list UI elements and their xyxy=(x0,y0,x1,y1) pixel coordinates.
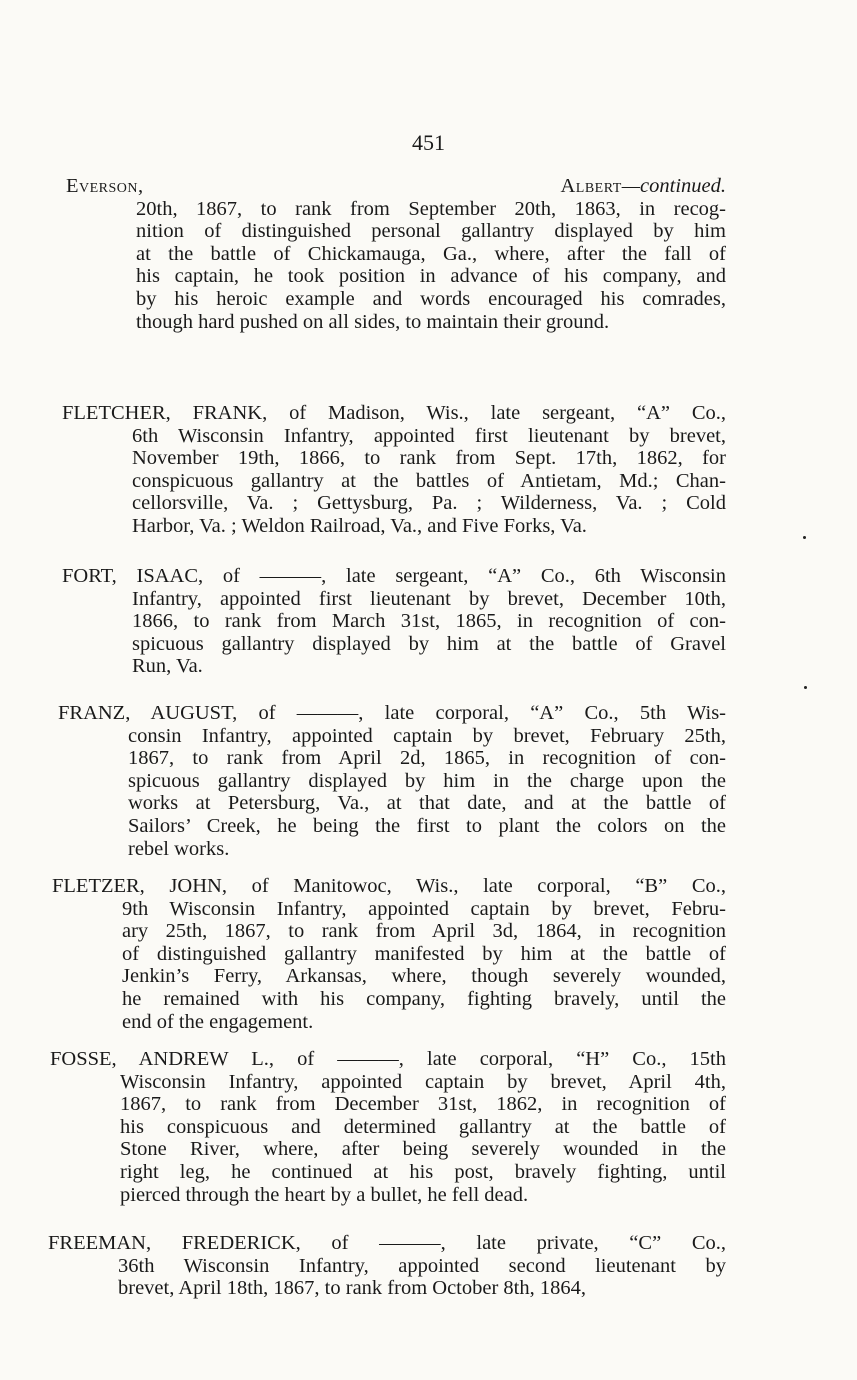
entry-line: consin Infantry, appointed captain by brevet, February 25th, xyxy=(128,724,726,747)
entry-franz-august xyxy=(58,702,726,860)
entry-freeman-frederick xyxy=(48,1232,726,1300)
entry-line: FRANZ, AUGUST, of ———, late corporal, “A” Co., 5th Wis- xyxy=(58,702,726,724)
entry-line: right leg, he continued at his post, bravely fighting, until xyxy=(120,1160,726,1183)
entry-line: though hard pushed on all sides, to maintain their ground. xyxy=(136,310,610,333)
speck-mark xyxy=(804,686,807,689)
entry-line: Infantry, appointed first lieutenant by brevet, December 10th, xyxy=(132,587,726,610)
entry-line: his conspicuous and determined gallantry at the battle of xyxy=(120,1115,726,1138)
entry-line: FLETCHER, FRANK, of Madison, Wis., late sergeant, “A” Co., xyxy=(62,402,726,424)
entry-name: Everson, Albert xyxy=(66,175,622,197)
entry-heading xyxy=(66,175,726,198)
entry-line: he remained with his company, fighting bravely, until the xyxy=(122,987,726,1010)
entry-line: Sailors’ Creek, he being the first to plant the colors on the xyxy=(128,814,726,837)
entry-line: his captain, he took position in advance of his company, and xyxy=(136,265,726,288)
entry-line: by his heroic example and words encouraged his comrades, xyxy=(136,287,726,310)
entry-line: 1867, to rank from April 2d, 1865, in recognition of con- xyxy=(128,747,726,770)
entry-line: 6th Wisconsin Infantry, appointed first lieutenant by brevet, xyxy=(132,424,726,447)
entry-line: pierced through the heart by a bullet, he fell dead. xyxy=(120,1183,529,1206)
entry-line: 9th Wisconsin Infantry, appointed captain by brevet, Febru- xyxy=(122,897,726,920)
entry-line: conspicuous gallantry at the battles of Antietam, Md.; Chan- xyxy=(132,469,726,492)
entry-line: of distinguished gallantry manifested by him at the battle of xyxy=(122,942,726,965)
entry-line: ary 25th, 1867, to rank from April 3d, 1864, in recognition xyxy=(122,920,726,943)
entry-fosse-andrew xyxy=(50,1048,726,1206)
entry-line: spicuous gallantry displayed by him at the battle of Gravel xyxy=(132,632,726,655)
entry-line: rebel works. xyxy=(128,837,230,860)
entry-everson-albert xyxy=(66,175,726,333)
entry-line: end of the engagement. xyxy=(122,1010,314,1033)
entry-line: 1867, to rank from December 31st, 1862, in recognition of xyxy=(120,1093,726,1116)
entry-line: 36th Wisconsin Infantry, appointed second lieutenant by xyxy=(118,1254,726,1277)
page-number: 451 xyxy=(412,130,445,155)
entry-line: Wisconsin Infantry, appointed captain by brevet, April 4th, xyxy=(120,1070,726,1093)
speck-mark xyxy=(803,536,806,539)
entry-line: Run, Va. xyxy=(132,655,203,678)
entry-line: November 19th, 1866, to rank from Sept. 17th, 1862, for xyxy=(132,447,726,470)
entry-line: Jenkin’s Ferry, Arkansas, where, though severely wounded, xyxy=(122,965,726,988)
entry-line: at the battle of Chickamauga, Ga., where, after the fall of xyxy=(136,242,726,265)
entry-line: Stone River, where, after being severely wounded in the xyxy=(120,1138,726,1161)
entry-line: nition of distinguished personal gallantry displayed by him xyxy=(136,220,726,243)
entry-line: FORT, ISAAC, of ———, late sergeant, “A” Co., 6th Wisconsin xyxy=(62,565,726,587)
entry-line: spicuous gallantry displayed by him in the charge upon the xyxy=(128,769,726,792)
entry-fletzer-john xyxy=(52,875,726,1033)
entry-line: FREEMAN, FREDERICK, of ———, late private, “C” Co., xyxy=(48,1232,726,1254)
entry-line: brevet, April 18th, 1867, to rank from October 8th, 1864, xyxy=(118,1277,586,1300)
entry-fletcher-frank xyxy=(62,402,726,538)
entry-line: cellorsville, Va. ; Gettysburg, Pa. ; Wilderness, Va. ; Cold xyxy=(132,492,726,515)
entry-line: Harbor, Va. ; Weldon Railroad, Va., and Five Forks, Va. xyxy=(132,514,587,537)
entry-line: FLETZER, JOHN, of Manitowoc, Wis., late corporal, “B” Co., xyxy=(52,875,726,897)
entry-line: FOSSE, ANDREW L., of ———, late corporal, “H” Co., 15th xyxy=(50,1048,726,1070)
entry-fort-isaac xyxy=(62,565,726,678)
entry-line: 1866, to rank from March 31st, 1865, in recognition of con- xyxy=(132,610,726,633)
entry-suffix: —continued. xyxy=(621,175,726,197)
entry-line: 20th, 1867, to rank from September 20th, 1863, in recog- xyxy=(136,197,726,220)
entry-line: works at Petersburg, Va., at that date, and at the battle of xyxy=(128,792,726,815)
